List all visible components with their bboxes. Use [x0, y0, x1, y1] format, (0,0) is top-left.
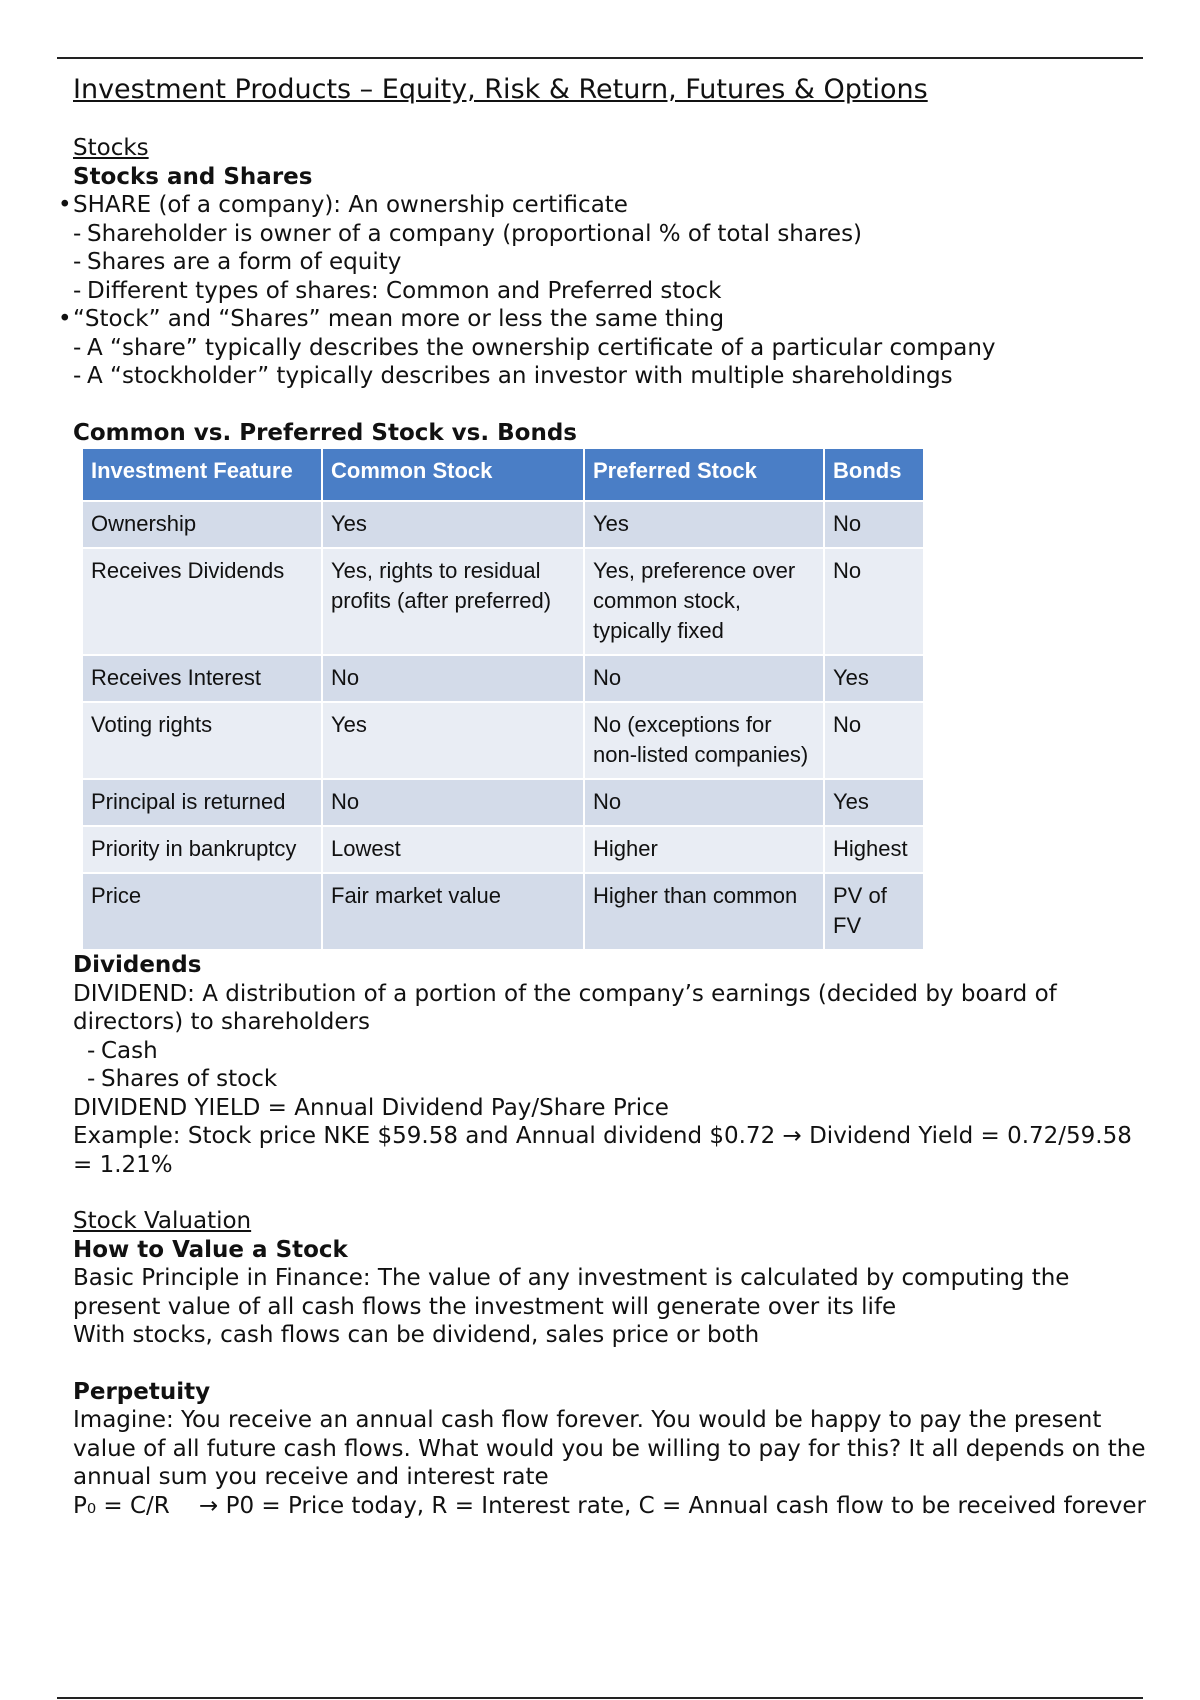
table-header-cell: Common Stock [322, 448, 584, 501]
dividend-definition: DIVIDEND: A distribution of a portion of the company’s earnings (decided by board of directors) to shareholders [73, 980, 1057, 1035]
table-row [82, 779, 924, 826]
table-cell: No [824, 501, 924, 548]
table-cell: Yes [824, 655, 924, 702]
table-cell: No [584, 655, 824, 702]
table-row [82, 548, 924, 655]
table-header-cell: Investment Feature [82, 448, 322, 501]
table-cell: No [584, 779, 824, 826]
section-stocks: Stocks [73, 135, 149, 161]
bottom-rule [57, 1697, 1143, 1699]
table-header-cell: Bonds [824, 448, 924, 501]
sub-bullet: - Shares are a form of equity [73, 249, 402, 275]
table-cell: Yes [322, 702, 584, 779]
table-cell: No [322, 779, 584, 826]
heading-how-to-value: How to Value a Stock [73, 1236, 348, 1263]
page-title: Investment Products – Equity, Risk & Return, Futures & Options [73, 74, 928, 105]
table-cell: No [322, 655, 584, 702]
bullet-share-definition: • SHARE (of a company): An ownership certificate [58, 192, 628, 218]
perpetuity-text: Imagine: You receive an annual cash flow forever. You would be happy to pay the present value of all future cash flows. What would you be willing to pay for this? It all depends on the annual sum you receive and interest rate [73, 1407, 1146, 1490]
table-cell: No [824, 702, 924, 779]
perpetuity-formula: P₀ = C/R → P0 = Price today, R = Interest rate, C = Annual cash flow to be received forever [73, 1492, 1147, 1519]
heading-comparison: Common vs. Preferred Stock vs. Bonds [73, 419, 577, 446]
table-cell: Voting rights [82, 702, 322, 779]
dividend-type: - Cash [87, 1037, 158, 1064]
table-header-row [82, 448, 924, 501]
comparison-table [81, 447, 925, 951]
table-row [82, 873, 924, 950]
table-cell: Receives Dividends [82, 548, 322, 655]
sub-bullet: - Different types of shares: Common and Preferred stock [73, 277, 722, 304]
table-row [82, 655, 924, 702]
table-cell: PV of FV [824, 873, 924, 950]
table-cell: Price [82, 873, 322, 950]
table-cell: Yes [824, 779, 924, 826]
table-cell: Lowest [322, 826, 584, 873]
sub-bullet: - A “share” typically describes the ownership certificate of a particular company [73, 334, 996, 361]
document-page [58, 72, 1148, 1520]
table-row [82, 702, 924, 779]
bullet-stock-vs-shares: • “Stock” and “Shares” mean more or less the same thing [58, 306, 725, 332]
table-cell: Yes [584, 501, 824, 548]
table-cell: Yes, preference over common stock, typically fixed [584, 548, 824, 655]
table-cell: Ownership [82, 501, 322, 548]
table-cell: No [824, 548, 924, 655]
table-cell: Highest [824, 826, 924, 873]
top-rule [57, 57, 1143, 59]
heading-perpetuity: Perpetuity [73, 1378, 211, 1405]
table-cell: Priority in bankruptcy [82, 826, 322, 873]
table-row [82, 826, 924, 873]
dividend-yield-example: Example: Stock price NKE $59.58 and Annual dividend $0.72 → Dividend Yield = 0.72/59.58 = 1.21% [73, 1123, 1132, 1178]
dividend-type: - Shares of stock [87, 1066, 278, 1092]
sub-bullet: - Shareholder is owner of a company (proportional % of total shares) [73, 220, 863, 247]
sub-bullet: - A “stockholder” typically describes an investor with multiple shareholdings [73, 363, 953, 389]
heading-stocks-and-shares: Stocks and Shares [73, 163, 313, 190]
valuation-cashflows: With stocks, cash flows can be dividend, sales price or both [73, 1322, 760, 1348]
table-cell: Yes [322, 501, 584, 548]
table-cell: No (exceptions for non-listed companies) [584, 702, 824, 779]
bullet-icon: • [58, 306, 72, 332]
table-row [82, 501, 924, 548]
table-cell: Principal is returned [82, 779, 322, 826]
table-header-cell: Preferred Stock [584, 448, 824, 501]
table-cell: Fair market value [322, 873, 584, 950]
valuation-principle: Basic Principle in Finance: The value of any investment is calculated by computing the present value of all cash flows the investment will generate over its life [73, 1265, 1070, 1320]
dividend-yield-formula: DIVIDEND YIELD = Annual Dividend Pay/Share Price [73, 1094, 669, 1121]
section-stock-valuation: Stock Valuation [73, 1208, 252, 1234]
heading-dividends: Dividends [73, 952, 202, 978]
table-cell: Higher than common [584, 873, 824, 950]
table-cell: Receives Interest [82, 655, 322, 702]
table-cell: Yes, rights to residual profits (after preferred) [322, 548, 584, 655]
bullet-icon: • [58, 192, 72, 218]
table-cell: Higher [584, 826, 824, 873]
